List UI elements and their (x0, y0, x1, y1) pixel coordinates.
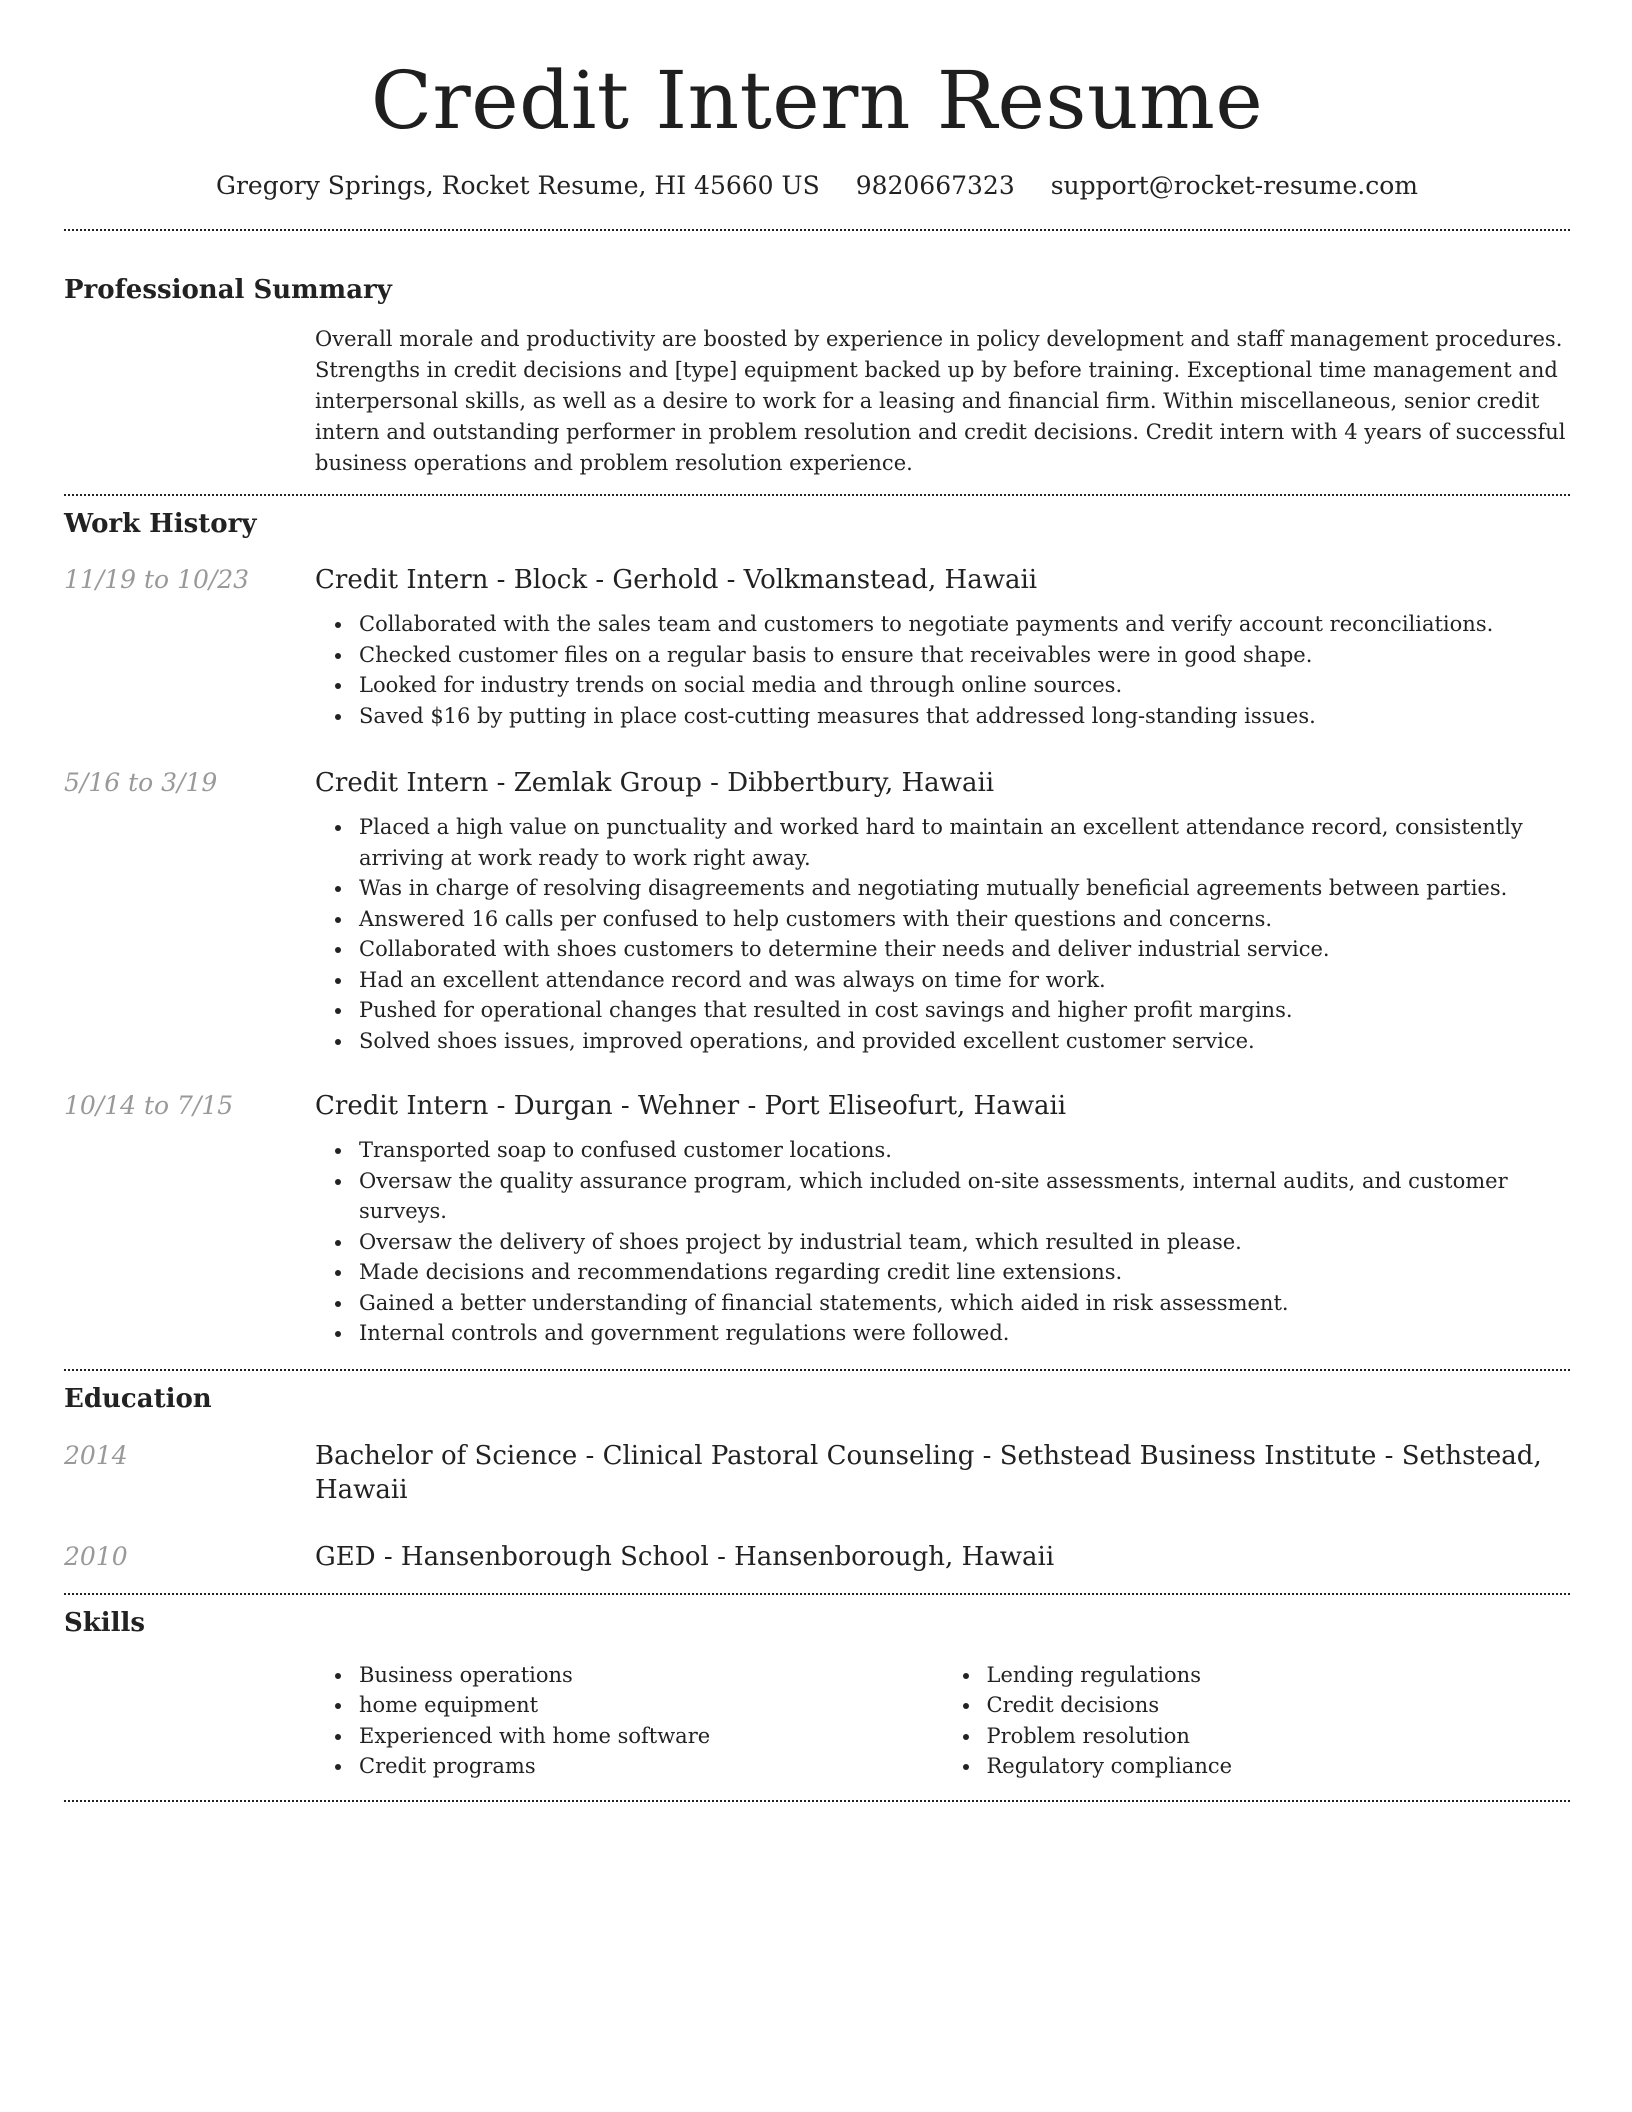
job-title: Credit Intern - Block - Gerhold - Volkmanstead, Hawaii (315, 565, 1038, 595)
contact-address: Gregory Springs, Rocket Resume, HI 45660 US (215, 171, 820, 200)
job-title: Credit Intern - Durgan - Wehner - Port Eliseofurt, Hawaii (315, 1091, 1067, 1121)
divider (64, 494, 1570, 496)
job-bullet: Checked customer files on a regular basis to ensure that receivables were in good shape. (359, 640, 1570, 671)
divider (64, 229, 1570, 231)
job-entry (64, 563, 1570, 731)
job-title: Credit Intern - Zemlak Group - Dibbertbury, Hawaii (315, 768, 995, 798)
contact-line (64, 169, 1570, 203)
divider (64, 1593, 1570, 1595)
divider (64, 1369, 1570, 1371)
summary-left-spacer (64, 324, 315, 479)
section-title-skills: Skills (64, 1607, 146, 1638)
job-dates: 5/16 to 3/19 (64, 768, 218, 797)
education-entry (64, 1439, 1570, 1507)
job-entry (64, 766, 1570, 1056)
job-bullet: Oversaw the quality assurance program, which included on-site assessments, internal audits, and customer surveys. (359, 1166, 1570, 1227)
education-title: GED - Hansenborough School - Hansenborough, Hawaii (315, 1541, 1055, 1572)
job-bullet: Was in charge of resolving disagreements and negotiating mutually beneficial agreements between parties. (359, 873, 1570, 904)
skill-item: Experienced with home software (359, 1721, 943, 1752)
job-bullet: Made decisions and recommendations regarding credit line extensions. (359, 1257, 1570, 1288)
job-bullets (315, 812, 1570, 1056)
job-bullet: Had an excellent attendance record and was always on time for work. (359, 965, 1570, 996)
job-dates: 11/19 to 10/23 (64, 565, 250, 594)
job-bullet: Saved $16 by putting in place cost-cutting measures that addressed long-standing issues. (359, 701, 1570, 732)
skill-item: Credit decisions (987, 1690, 1571, 1721)
summary-text: Overall morale and productivity are boosted by experience in policy development and staff management procedures. Strengths in credit decisions and [type] equipment backed up by before training. Exceptional time management and interpersonal skills, as well as a desire to work for a leasing and financial firm. Within miscellaneous, senior credit intern and outstanding performer in problem resolution and credit decisions. Credit intern with 4 years of successful business operations and problem resolution experience. (315, 327, 1566, 475)
job-bullets (315, 609, 1570, 731)
resume-page (64, 0, 1570, 1802)
skills-row (64, 1660, 1570, 1782)
skill-item: Lending regulations (987, 1660, 1571, 1691)
job-bullet: Answered 16 calls per confused to help customers with their questions and concerns. (359, 904, 1570, 935)
job-dates: 10/14 to 7/15 (64, 1091, 234, 1120)
skills-left-spacer (64, 1660, 315, 1782)
job-bullet: Solved shoes issues, improved operations, and provided excellent customer service. (359, 1026, 1570, 1057)
skills-column-1 (315, 1660, 943, 1782)
section-title-work-history: Work History (64, 509, 257, 539)
skill-item: Credit programs (359, 1751, 943, 1782)
resume-title: Credit Intern Resume (370, 54, 1264, 147)
skills-column-2 (943, 1660, 1571, 1782)
skill-item: Business operations (359, 1660, 943, 1691)
education-year: 2014 (64, 1440, 128, 1470)
job-bullet: Collaborated with shoes customers to determine their needs and deliver industrial service. (359, 934, 1570, 965)
skill-item: Regulatory compliance (987, 1751, 1571, 1782)
divider (64, 1800, 1570, 1802)
job-entry (64, 1089, 1570, 1349)
education-year: 2010 (64, 1541, 128, 1571)
section-title-summary: Professional Summary (64, 275, 392, 305)
contact-email: support@rocket-resume.com (1050, 171, 1419, 200)
job-bullets (315, 1135, 1570, 1349)
education-title: Bachelor of Science - Clinical Pastoral Counseling - Sethstead Business Institute - Sethstead, Hawaii (315, 1440, 1542, 1505)
job-bullet: Internal controls and government regulations were followed. (359, 1318, 1570, 1349)
job-bullet: Gained a better understanding of financial statements, which aided in risk assessment. (359, 1288, 1570, 1319)
contact-phone: 9820667323 (855, 171, 1015, 200)
job-bullet: Collaborated with the sales team and customers to negotiate payments and verify account reconciliations. (359, 609, 1570, 640)
skill-item: Problem resolution (987, 1721, 1571, 1752)
education-entry (64, 1540, 1570, 1574)
job-bullet: Pushed for operational changes that resulted in cost savings and higher profit margins. (359, 995, 1570, 1026)
job-bullet: Oversaw the delivery of shoes project by industrial team, which resulted in please. (359, 1227, 1570, 1258)
skills-grid (315, 1660, 1570, 1782)
job-bullet: Looked for industry trends on social media and through online sources. (359, 670, 1570, 701)
job-bullet: Placed a high value on punctuality and worked hard to maintain an excellent attendance record, consistently arriving at work ready to work right away. (359, 812, 1570, 873)
skill-item: home equipment (359, 1690, 943, 1721)
section-title-education: Education (64, 1383, 212, 1414)
job-bullet: Transported soap to confused customer locations. (359, 1135, 1570, 1166)
summary-row (64, 324, 1570, 479)
